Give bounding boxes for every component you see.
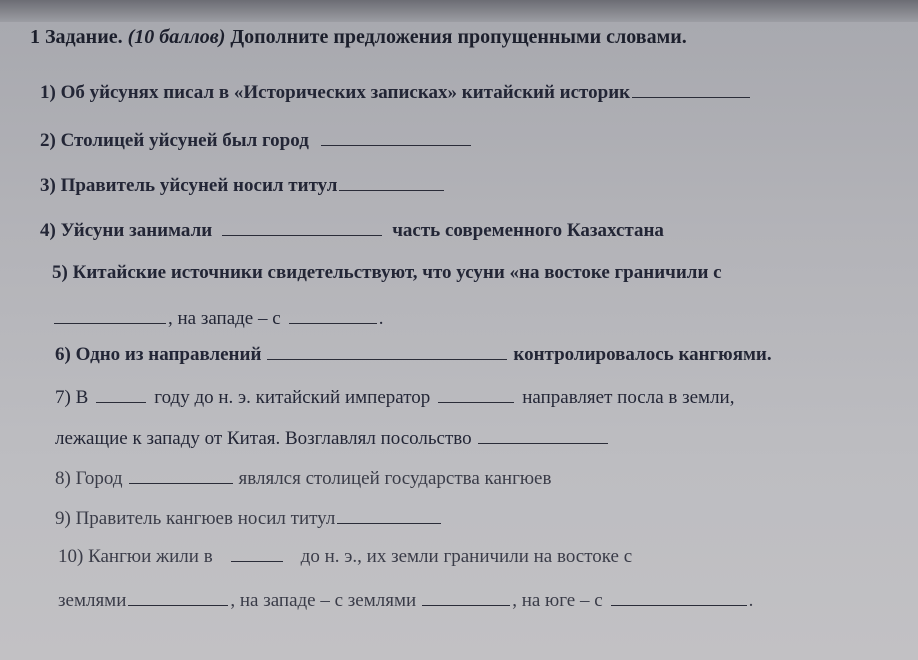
blank-10d[interactable]: [611, 604, 747, 606]
sentence-9: 9) Правитель кангюев носил титул: [55, 508, 443, 530]
blank-3[interactable]: [339, 189, 444, 191]
sentence-6: 6) Одно из направлений контролировалось кангюями.: [55, 344, 772, 365]
blank-10b[interactable]: [128, 604, 228, 606]
blank-1[interactable]: [632, 96, 750, 98]
blank-2[interactable]: [321, 144, 471, 146]
task-points: (10 баллов): [127, 26, 226, 48]
blank-5b[interactable]: [289, 322, 377, 324]
sentence-3: 3) Правитель уйсуней носил титул: [40, 175, 446, 197]
sentence-2: 2) Столицей уйсуней был город: [40, 130, 473, 152]
sentence-8: 8) Город являлся столицей государства кангюев: [55, 468, 552, 489]
sentence-4: 4) Уйсуни занимали часть современного Казахстана: [40, 220, 664, 241]
blank-5a[interactable]: [54, 322, 166, 324]
sentence-7-cont: лежащие к западу от Китая. Возглавлял посольство: [55, 428, 610, 450]
blank-9[interactable]: [337, 522, 441, 524]
blank-7a[interactable]: [96, 401, 146, 403]
blank-10c[interactable]: [422, 604, 510, 606]
blank-7c[interactable]: [478, 442, 608, 444]
sentence-5: 5) Китайские источники свидетельствуют, что усуни «на востоке граничили с: [52, 262, 722, 283]
sentence-7: 7) В году до н. э. китайский император направляет посла в земли,: [55, 387, 735, 408]
top-shadow-band: [0, 0, 918, 22]
blank-7b[interactable]: [438, 401, 514, 403]
sentence-1: 1) Об уйсунях писал в «Исторических записках» китайский историк: [40, 82, 752, 104]
task-instruction: Дополните предложения пропущенными словами.: [230, 26, 687, 48]
sentence-10-cont: землями , на западе – с землями , на юге – с .: [58, 590, 754, 611]
blank-4[interactable]: [222, 234, 382, 236]
blank-8[interactable]: [129, 482, 233, 484]
task-title: [30, 26, 687, 49]
task-number: 1 Задание.: [30, 26, 123, 48]
blank-10a[interactable]: [231, 560, 283, 562]
blank-6[interactable]: [267, 358, 507, 360]
sentence-10: 10) Кангюи жили в до н. э., их земли граничили на востоке с: [58, 546, 633, 567]
sentence-5-cont: , на западе – с .: [52, 308, 383, 330]
